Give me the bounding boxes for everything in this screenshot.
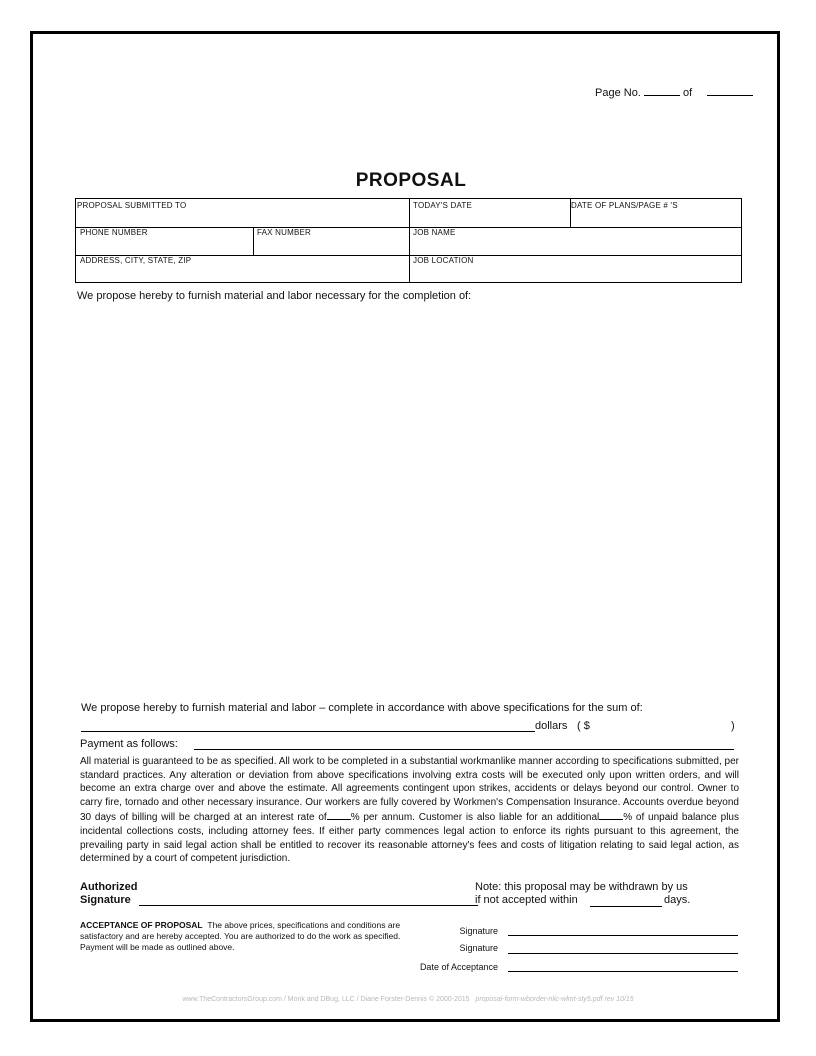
date-of-acceptance-line[interactable] bbox=[508, 971, 738, 972]
acceptance-body: The above prices, specifications and conditions are satisfactory and are hereby accepted. You are authorized to do the work as specified. Payment will be made as outlined above. bbox=[80, 920, 401, 952]
header-grid bbox=[75, 198, 742, 283]
page-of-label: of bbox=[683, 87, 693, 99]
date-of-plans-field[interactable]: DATE OF PLANS/PAGE # 'S bbox=[571, 201, 678, 210]
withdrawal-days-field[interactable] bbox=[590, 906, 662, 907]
page-number bbox=[595, 84, 753, 99]
page-number-label: Page No. bbox=[595, 87, 641, 99]
authorized-label: Authorized bbox=[80, 881, 138, 893]
signature-1-label: Signature bbox=[459, 926, 498, 936]
signature-1-line[interactable] bbox=[508, 935, 738, 936]
date-of-acceptance-label: Date of Acceptance bbox=[419, 962, 498, 972]
withdrawal-note: Note: this proposal may be withdrawn by us bbox=[475, 881, 688, 893]
withdrawal-note-prefix: if not accepted within bbox=[475, 894, 578, 906]
page-number-field[interactable] bbox=[644, 84, 680, 96]
signature-2-line[interactable] bbox=[508, 953, 738, 954]
phone-number-field[interactable]: PHONE NUMBER bbox=[80, 228, 148, 237]
sum-statement: We propose hereby to furnish material and labor – complete in accordance with above specifications for the sum of: bbox=[81, 702, 643, 714]
payment-terms-line[interactable] bbox=[194, 749, 734, 750]
grid-col-divider bbox=[409, 199, 410, 282]
dollar-amount-field[interactable] bbox=[600, 719, 728, 733]
withdrawal-note-suffix: days. bbox=[664, 894, 691, 906]
dollar-open: ( $ bbox=[577, 720, 590, 732]
additional-percent-field[interactable] bbox=[599, 809, 623, 820]
work-description-intro: We propose hereby to furnish material and labor necessary for the completion of: bbox=[77, 290, 472, 302]
grid-col-divider bbox=[253, 227, 254, 255]
fax-number-field[interactable]: FAX NUMBER bbox=[257, 228, 312, 237]
payment-label: Payment as follows: bbox=[80, 738, 178, 750]
address-field[interactable]: ADDRESS, CITY, STATE, ZIP bbox=[80, 256, 192, 265]
work-description-area[interactable] bbox=[77, 308, 741, 688]
page-total-field[interactable] bbox=[707, 84, 753, 96]
dollars-label: dollars bbox=[535, 720, 568, 732]
job-name-field[interactable]: JOB NAME bbox=[413, 228, 456, 237]
proposal-submitted-to-field[interactable]: PROPOSAL SUBMITTED TO bbox=[77, 201, 187, 210]
signature-2-label: Signature bbox=[459, 943, 498, 953]
page-title: PROPOSAL bbox=[355, 170, 467, 191]
authorized-signature-line[interactable] bbox=[139, 905, 478, 906]
acceptance-heading: ACCEPTANCE OF PROPOSAL bbox=[80, 920, 203, 930]
job-location-field[interactable]: JOB LOCATION bbox=[413, 256, 474, 265]
terms-paragraph: All material is guaranteed to be as specified. All work to be completed in a substantial workmanlike manner according to specifications submitted, per standard practices. Any alteration or deviation from above specifications involving extra costs will be executed only upon written orders, and will become an extra charge over and above the estimate. All agreements contingent upon strikes, accidents or delays beyond our control. Owner to carry fire, tornado and other necessary insurance. Our workers are fully covered by Workmen's Compensation Insurance. Accounts overdue beyond 30 days of billing will be charged at an interest rate of % per annum. Customer is also liable for an additional % of unpaid balance plus incidental collections costs, including attorney fees. If either party commences legal action to enforce its rights pursuant to this agreement, the prevailing party in said legal action shall be entitled to recover its reasonable attorney's fees and costs of litigation relating to said legal action, as determined by a court of competent jurisdiction. bbox=[80, 756, 739, 865]
sum-words-line[interactable] bbox=[81, 731, 535, 732]
authorized-signature-label: Signature bbox=[80, 894, 131, 906]
acceptance-block bbox=[80, 920, 436, 953]
dollar-close: ) bbox=[731, 720, 735, 732]
todays-date-field[interactable]: TODAY'S DATE bbox=[413, 201, 473, 210]
footer-credits: www.TheContractorsGroup.com / Monk and DBug, LLC / Diane Forster-Dennis © 2000-2015 proposal-form-wborder-nlic-wlmt-sty5.pdf rev 10/15 bbox=[182, 996, 634, 1003]
interest-rate-field[interactable] bbox=[327, 809, 351, 820]
